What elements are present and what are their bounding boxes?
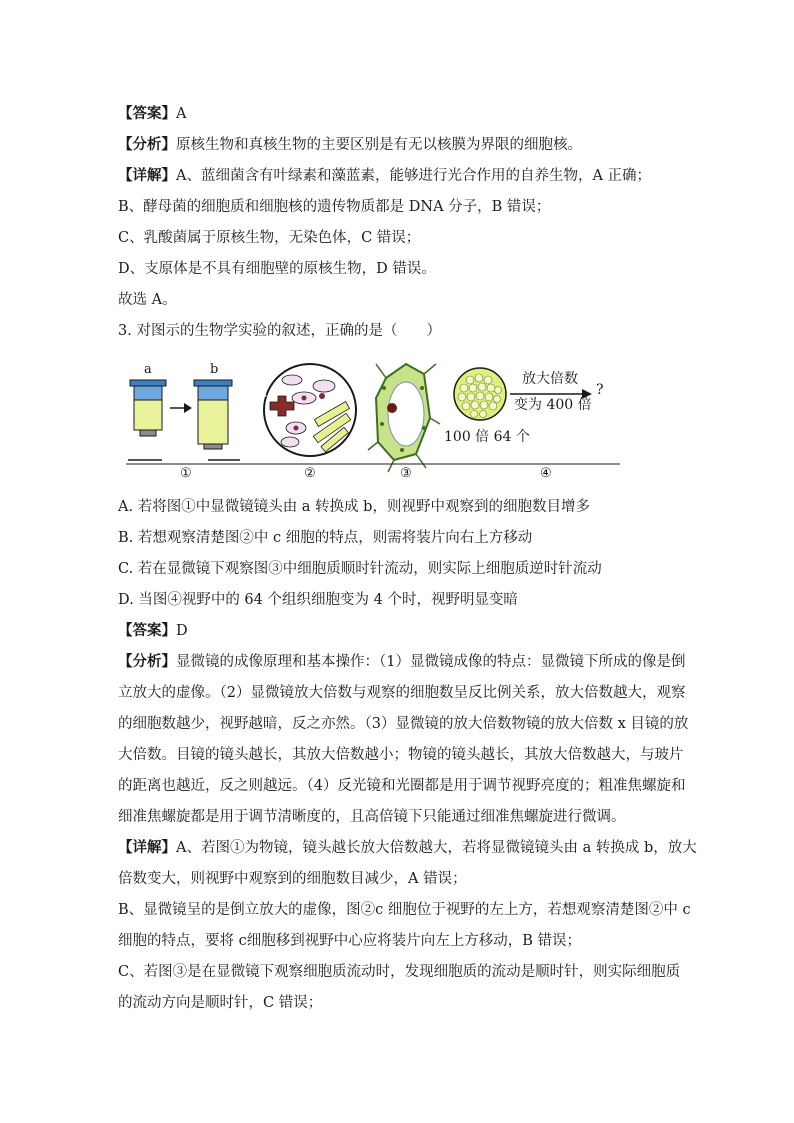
detail-2-line-5: C、若图③是在显微镜下观察细胞质流动时，发现细胞质的流动是顺时针，则实际细胞质 — [118, 964, 681, 980]
detail-2-line-2: 倍数变大，则视野中观察到的细胞数目减少，A 错误； — [118, 871, 467, 887]
analysis-2-text-1: 显微镜的成像原理和基本操作：（1）显微镜成像的特点：显微镜下所成的像是倒 — [176, 654, 686, 670]
analysis-2-line-5: 的距离也越近，反之则越远。（4）反光镜和光圈都是用于调节视野亮度的；粗准焦螺旋和 — [118, 778, 686, 794]
figure-number-3: ③ — [400, 466, 412, 481]
option-a: A. 若将图①中显微镜镜头由 a 转换成 b，则视野中观察到的细胞数目增多 — [118, 499, 590, 515]
analysis-tag-2: 【分析】 — [118, 653, 176, 670]
lens-b-body — [198, 400, 228, 444]
detail-2-line-3: B、显微镜呈的是倒立放大的虚像，图②c 细胞位于视野的左上方，若想观察清楚图②中 c — [118, 902, 691, 918]
lens-a-cap — [130, 380, 166, 386]
panel-3-plant-cell — [368, 364, 440, 472]
detail-tag: 【详解】 — [118, 167, 176, 184]
detail-line-b: B、酵母菌的细胞质和细胞核的遗传物质都是 DNA 分子，B 错误； — [118, 199, 551, 215]
lens-a-body — [134, 400, 162, 430]
detail-tag-2: 【详解】 — [118, 839, 176, 856]
choose-line: 故选 A。 — [118, 292, 177, 308]
analysis-2-line-3: 的细胞数越少，视野越暗，反之亦然。（3）显微镜的放大倍数物镜的放大倍数 x 目镜的放 — [118, 716, 689, 732]
nucleus — [387, 403, 397, 413]
answer-tag: 【答案】 — [118, 105, 176, 122]
detail-2-line-4: 细胞的特点，要将 c细胞移到视野中心应将装片向左上方移动，B 错误； — [118, 933, 581, 949]
mag-line-2: 变为 400 倍 — [514, 397, 592, 413]
panel-2-cells — [264, 364, 356, 456]
answer-tag-2: 【答案】 — [118, 622, 176, 639]
analysis-tag: 【分析】 — [118, 136, 176, 153]
question-3: 3. 对图示的生物学实验的叙述，正确的是（ ） — [118, 323, 441, 339]
detail-2-text-1: A、若图①为物镜，镜头越长放大倍数越大，若将显微镜镜头由 a 转换成 b，放大 — [176, 840, 697, 856]
answer-line-1 — [118, 104, 186, 124]
analysis-text: 原核生物和真核生物的主要区别是有无以核膜为界限的细胞核。 — [176, 137, 582, 153]
count-label: 100 倍 64 个 — [444, 429, 530, 445]
lens-b-band — [198, 386, 228, 400]
answer-text: A — [176, 106, 187, 122]
option-c: C. 若在显微镜下观察图③中细胞质顺时针流动，则实际上细胞质逆时针流动 — [118, 561, 602, 577]
analysis-line-1 — [118, 135, 582, 155]
analysis-2-line-4: 大倍数。目镜的镜头越长，其放大倍数越小；物镜的镜头越长，其放大倍数越大，与玻片 — [118, 747, 684, 763]
detail-line-d: D、支原体是不具有细胞壁的原核生物，D 错误。 — [118, 261, 436, 277]
figure-number-4: ④ — [540, 466, 552, 481]
panel-1-lenses — [128, 380, 240, 460]
lens-a-label: a — [144, 362, 152, 377]
lens-b-cap — [194, 380, 232, 386]
figure-number-1: ① — [180, 466, 192, 481]
lens-b-label: b — [210, 362, 219, 377]
answer-line-2 — [118, 621, 188, 641]
option-b: B. 若想观察清楚图②中 c 细胞的特点，则需将装片向右上方移动 — [118, 530, 533, 546]
vacuole — [388, 382, 424, 446]
cell-c-label: c — [260, 386, 268, 401]
detail-line-c: C、乳酸菌属于原核生物，无染色体，C 错误； — [118, 230, 421, 246]
option-d: D. 当图④视野中的 64 个组织细胞变为 4 个时，视野明显变暗 — [118, 592, 518, 608]
lens-a-tip — [140, 430, 156, 436]
detail-line-1 — [118, 166, 651, 186]
detail-2-line-6: 的流动方向是顺时针，C 错误； — [118, 995, 323, 1011]
experiment-figure — [124, 358, 624, 484]
analysis-2-line-6: 细准焦螺旋都是用于调节清晰度的，且高倍镜下只能通过细准焦螺旋进行微调。 — [118, 809, 626, 825]
lens-b-tip — [204, 444, 222, 449]
mag-line-1: 放大倍数 — [522, 371, 578, 387]
detail-2-line-1 — [118, 838, 697, 858]
panel1-arrowhead — [184, 403, 192, 413]
figure-number-2: ② — [304, 466, 316, 481]
question-mark: ? — [596, 382, 604, 398]
analysis-2-line-2: 立放大的虚像。（2）显微镜放大倍数与观察的细胞数呈反比例关系，放大倍数越大，观察 — [118, 685, 686, 701]
analysis-2-line-1 — [118, 652, 685, 672]
detail-text: A、蓝细菌含有叶绿素和藻蓝素，能够进行光合作用的自养生物，A 正确； — [176, 168, 652, 184]
lens-a-band — [134, 386, 162, 400]
answer-text-2: D — [176, 623, 188, 639]
